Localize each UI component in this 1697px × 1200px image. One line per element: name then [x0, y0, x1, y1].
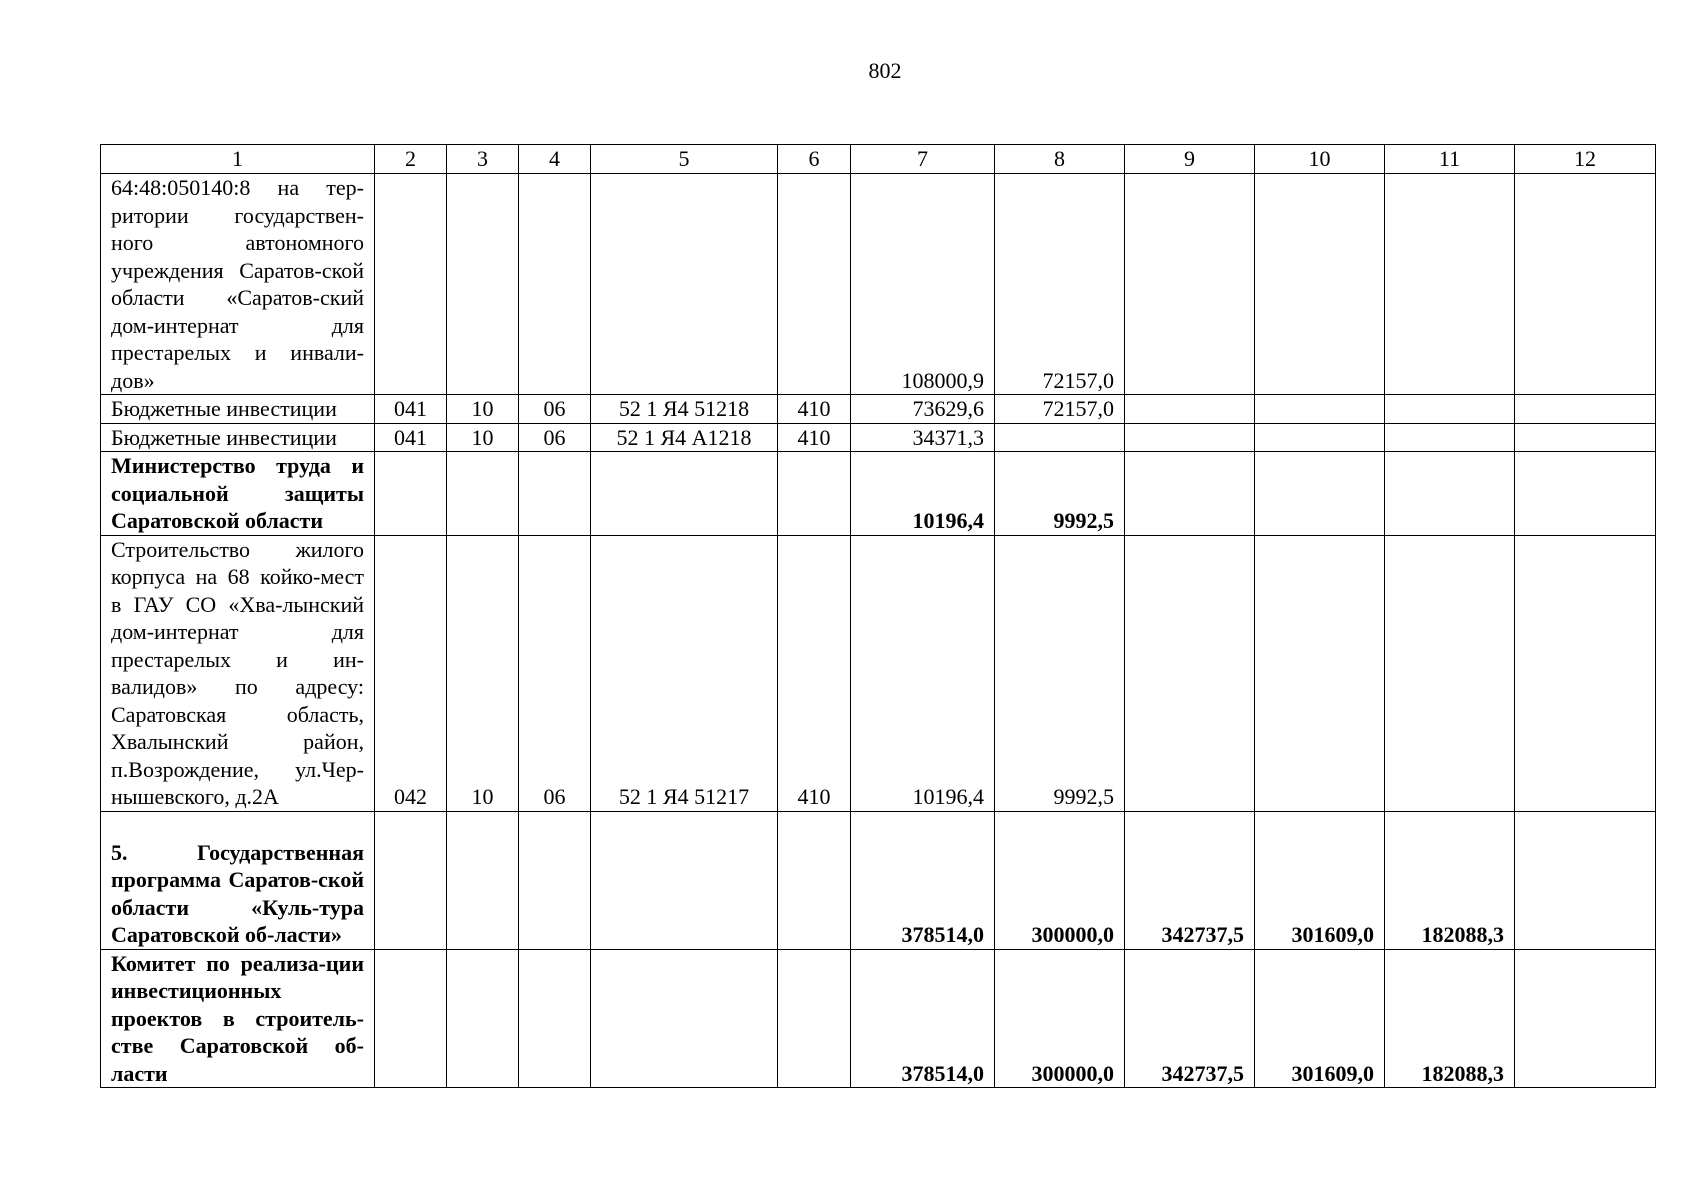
- code-cell: 410: [778, 423, 851, 452]
- column-number-header: 6: [778, 145, 851, 174]
- page-number: 802: [868, 58, 902, 83]
- amount-cell: [1255, 423, 1385, 452]
- amount-cell: 300000,0: [995, 949, 1125, 1088]
- amount-cell: [1255, 452, 1385, 536]
- amount-cell: [1515, 423, 1656, 452]
- code-cell: 410: [778, 395, 851, 424]
- code-cell: [375, 452, 447, 536]
- table-row: [101, 174, 1656, 395]
- code-cell: [519, 174, 591, 395]
- amount-cell: [1385, 395, 1515, 424]
- code-cell: [778, 949, 851, 1088]
- amount-cell: [1515, 452, 1656, 536]
- amount-cell: [1385, 174, 1515, 395]
- amount-cell: 72157,0: [995, 395, 1125, 424]
- amount-cell: [1385, 423, 1515, 452]
- row-name-cell: Бюджетные инвестиции: [101, 423, 375, 452]
- code-cell: [519, 452, 591, 536]
- code-cell: [375, 949, 447, 1088]
- column-number-header: 1: [101, 145, 375, 174]
- code-cell: [447, 452, 519, 536]
- amount-cell: 10196,4: [851, 535, 995, 811]
- amount-cell: [1385, 452, 1515, 536]
- column-number-header: 7: [851, 145, 995, 174]
- code-cell: 041: [375, 423, 447, 452]
- code-cell: 52 1 Я4 А1218: [591, 423, 778, 452]
- amount-cell: [1125, 423, 1255, 452]
- code-cell: [375, 811, 447, 949]
- code-cell: 06: [519, 535, 591, 811]
- code-cell: 52 1 Я4 51218: [591, 395, 778, 424]
- table-row: [101, 423, 1656, 452]
- column-number-header: 3: [447, 145, 519, 174]
- column-number-header: 4: [519, 145, 591, 174]
- code-cell: [778, 811, 851, 949]
- amount-cell: [1125, 452, 1255, 536]
- row-name-cell: Министерство труда и социальной защиты Саратовской области: [101, 452, 375, 536]
- amount-cell: 9992,5: [995, 452, 1125, 536]
- amount-cell: 10196,4: [851, 452, 995, 536]
- code-cell: [778, 174, 851, 395]
- code-cell: 06: [519, 395, 591, 424]
- amount-cell: [1515, 949, 1656, 1088]
- amount-cell: 34371,3: [851, 423, 995, 452]
- amount-cell: [1515, 174, 1656, 395]
- column-number-header: 12: [1515, 145, 1656, 174]
- column-number-header: 9: [1125, 145, 1255, 174]
- amount-cell: 301609,0: [1255, 949, 1385, 1088]
- amount-cell: 73629,6: [851, 395, 995, 424]
- column-number-header: 5: [591, 145, 778, 174]
- code-cell: [778, 452, 851, 536]
- amount-cell: 300000,0: [995, 811, 1125, 949]
- column-number-header: 10: [1255, 145, 1385, 174]
- amount-cell: 378514,0: [851, 811, 995, 949]
- amount-cell: 72157,0: [995, 174, 1125, 395]
- row-name-cell: Комитет по реализа-ции инвестиционных проектов в строитель-стве Саратовской об-ласти: [101, 949, 375, 1088]
- amount-cell: 182088,3: [1385, 811, 1515, 949]
- amount-cell: [1125, 535, 1255, 811]
- row-name-cell: 5. Государственная программа Саратов-ской области «Куль-тура Саратовской об-ласти»: [101, 811, 375, 949]
- code-cell: [519, 811, 591, 949]
- amount-cell: [1255, 395, 1385, 424]
- code-cell: 10: [447, 535, 519, 811]
- column-number-header: 11: [1385, 145, 1515, 174]
- amount-cell: [1255, 174, 1385, 395]
- code-cell: 52 1 Я4 51217: [591, 535, 778, 811]
- amount-cell: [1125, 174, 1255, 395]
- code-cell: [591, 174, 778, 395]
- code-cell: 410: [778, 535, 851, 811]
- code-cell: 10: [447, 395, 519, 424]
- row-name-cell: Бюджетные инвестиции: [101, 395, 375, 424]
- amount-cell: [1515, 811, 1656, 949]
- code-cell: 041: [375, 395, 447, 424]
- table-row: [101, 949, 1656, 1088]
- code-cell: [591, 452, 778, 536]
- code-cell: 06: [519, 423, 591, 452]
- budget-table: [100, 144, 1656, 1088]
- code-cell: [375, 174, 447, 395]
- amount-cell: 9992,5: [995, 535, 1125, 811]
- code-cell: [519, 949, 591, 1088]
- code-cell: [447, 949, 519, 1088]
- code-cell: [591, 949, 778, 1088]
- amount-cell: 301609,0: [1255, 811, 1385, 949]
- code-cell: [591, 811, 778, 949]
- column-number-header: 8: [995, 145, 1125, 174]
- code-cell: [447, 811, 519, 949]
- row-name-cell: Строительство жилого корпуса на 68 койко-мест в ГАУ СО «Хва-лынский дом-интернат для престарелых и ин-валидов» по адресу: Саратовская область, Хвалынский район, п.Возрождение, ул.Чер-нышевского, д.2А: [101, 535, 375, 811]
- table-body: [101, 145, 1656, 1088]
- amount-cell: 342737,5: [1125, 949, 1255, 1088]
- amount-cell: 342737,5: [1125, 811, 1255, 949]
- amount-cell: [1515, 395, 1656, 424]
- amount-cell: [1255, 535, 1385, 811]
- column-number-header: 2: [375, 145, 447, 174]
- amount-cell: [1515, 535, 1656, 811]
- amount-cell: [995, 423, 1125, 452]
- table-header-row: [101, 145, 1656, 174]
- table-row: [101, 452, 1656, 536]
- code-cell: 042: [375, 535, 447, 811]
- table-row: [101, 811, 1656, 949]
- amount-cell: 182088,3: [1385, 949, 1515, 1088]
- table-row: [101, 395, 1656, 424]
- amount-cell: 108000,9: [851, 174, 995, 395]
- code-cell: 10: [447, 423, 519, 452]
- amount-cell: [1385, 535, 1515, 811]
- amount-cell: [1125, 395, 1255, 424]
- code-cell: [447, 174, 519, 395]
- table-row: [101, 535, 1656, 811]
- amount-cell: 378514,0: [851, 949, 995, 1088]
- row-name-cell: 64:48:050140:8 на тер-ритории государствен-ного автономного учреждения Саратов-ской области «Саратов-ский дом-интернат для престарелых и инвали-дов»: [101, 174, 375, 395]
